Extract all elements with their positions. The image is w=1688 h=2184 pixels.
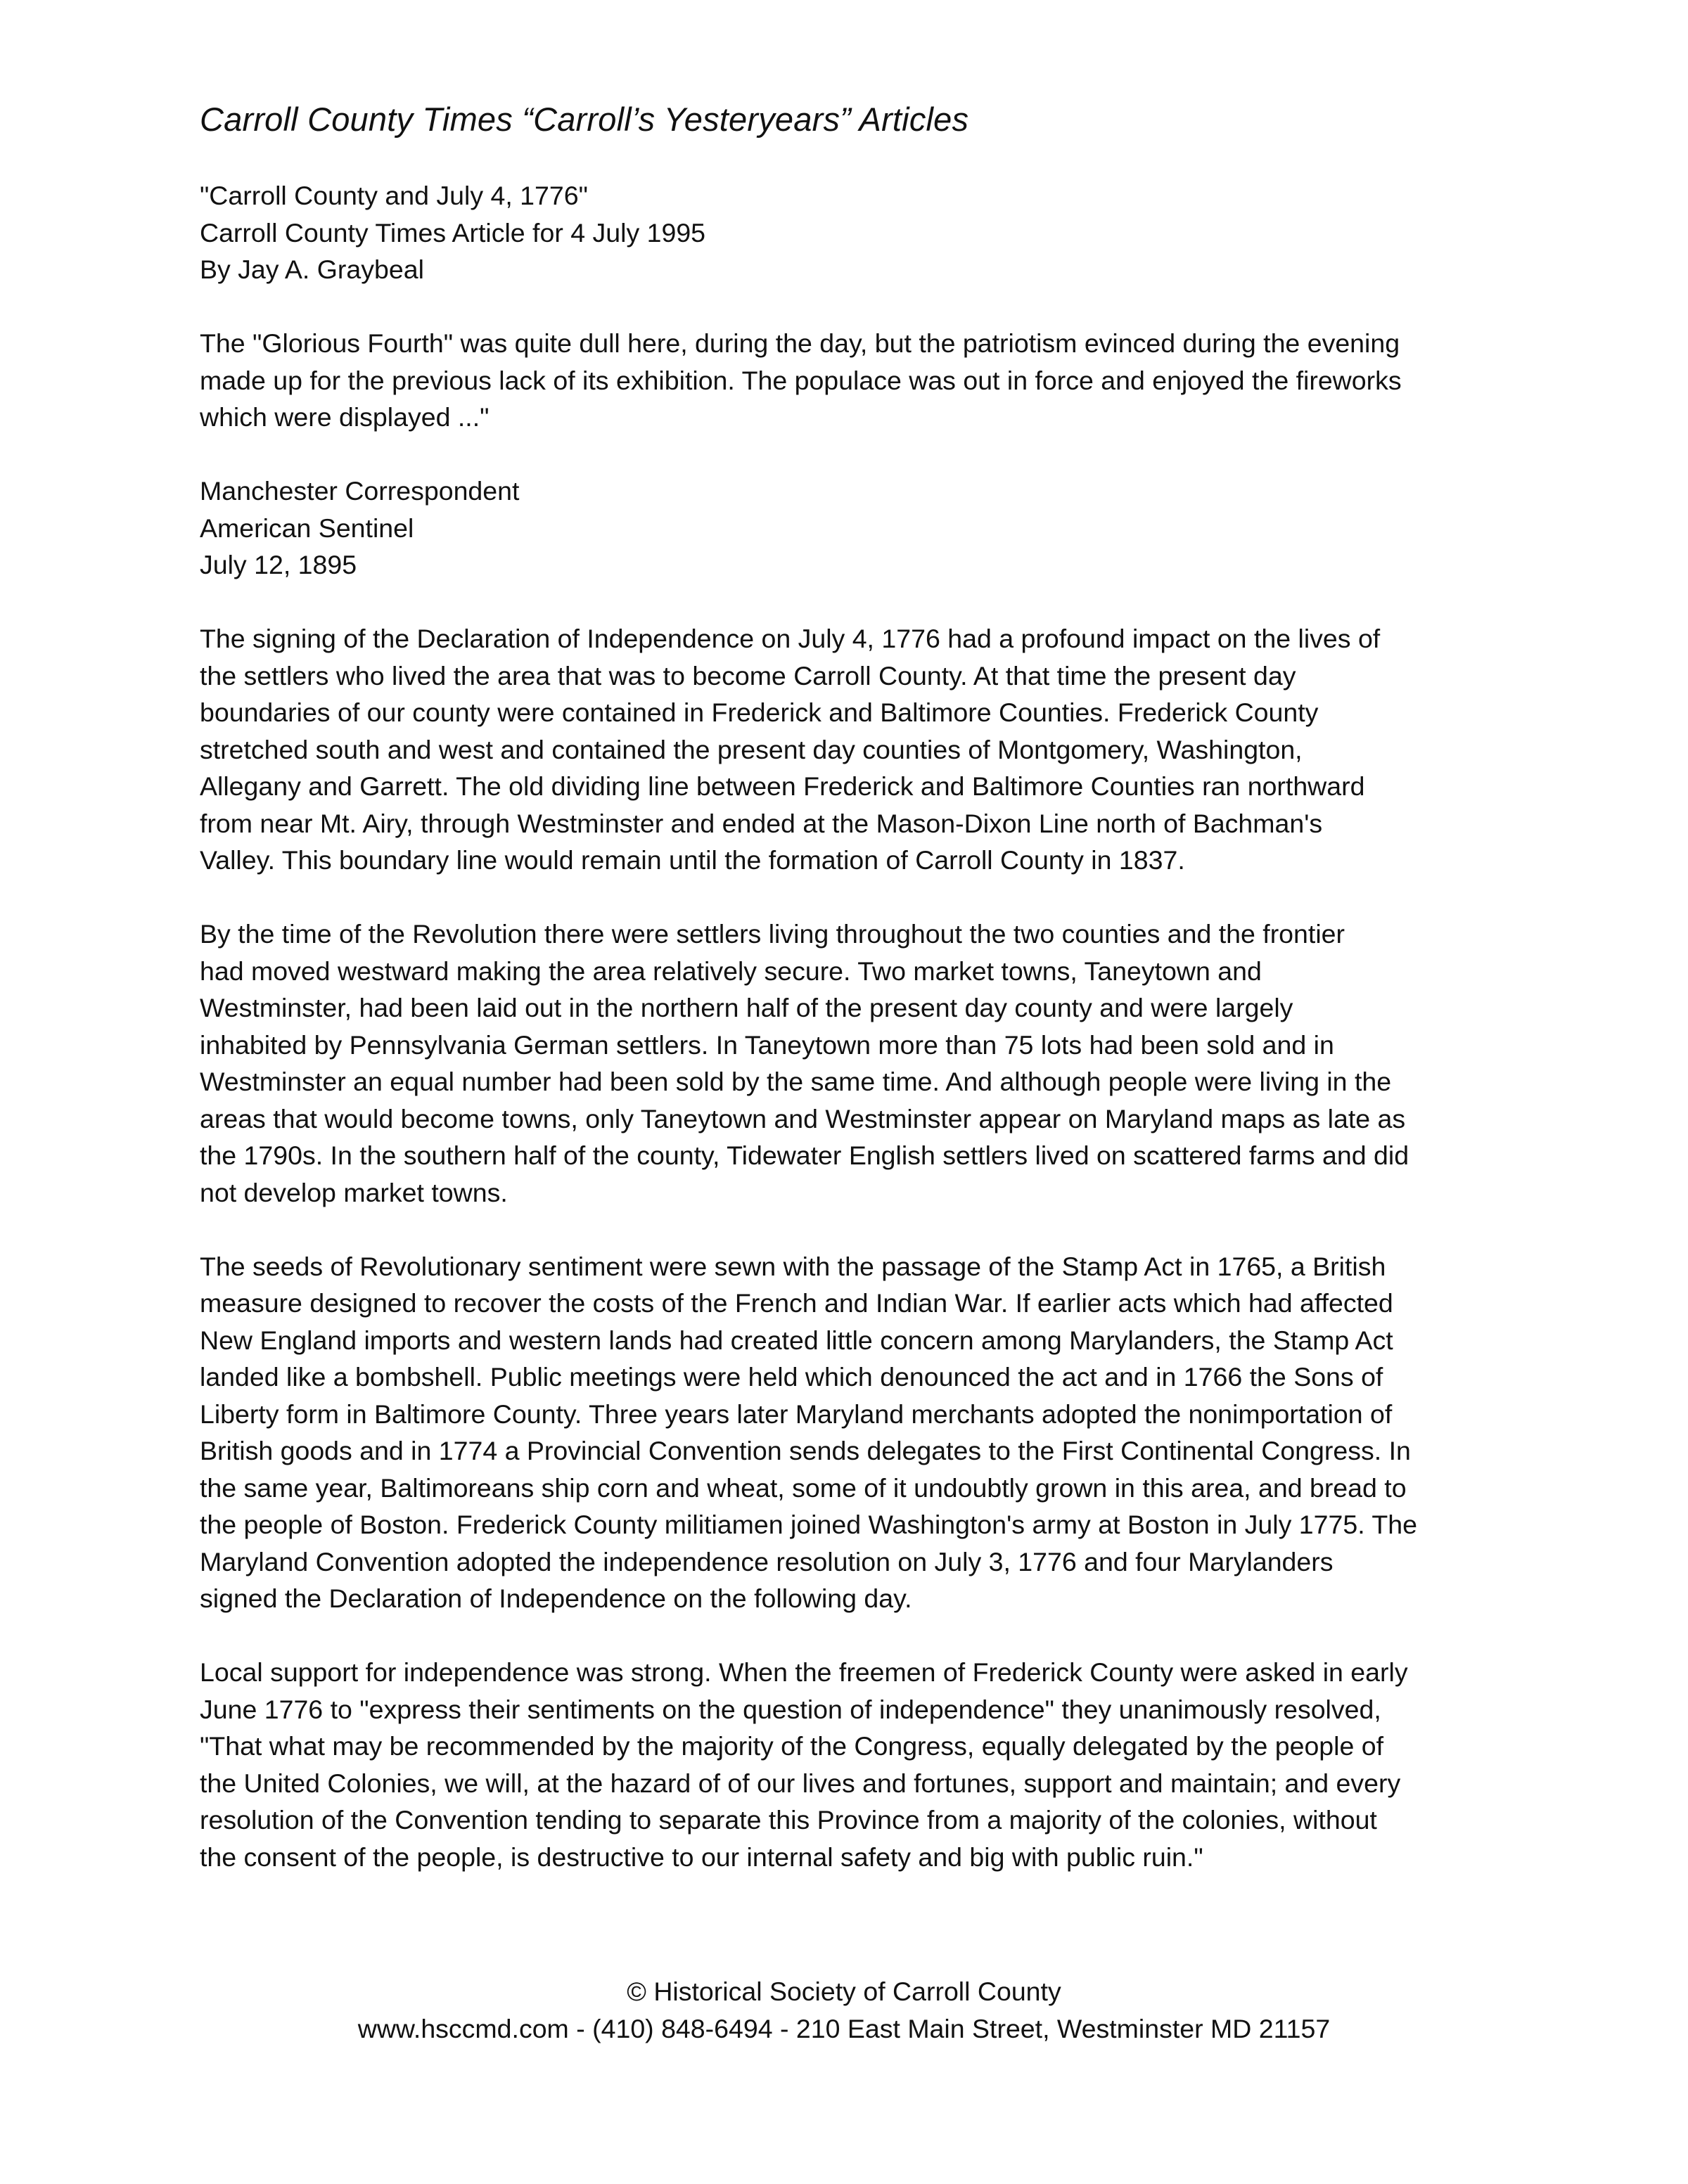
paragraph-line: the United Colonies, we will, at the hazard of of our lives and fortunes, support and maintain; and every (200, 1768, 1401, 1798)
paragraph-line: The seeds of Revolutionary sentiment were sewn with the passage of the Stamp Act in 1765, a British (200, 1251, 1386, 1281)
article-body (200, 177, 1494, 1875)
paragraph-line: stretched south and west and contained the present day counties of Montgomery, Washington, (200, 734, 1303, 764)
paragraph-line: measure designed to recover the costs of the French and Indian War. If earlier acts which had affected (200, 1288, 1393, 1318)
paragraph-line: the consent of the people, is destructive to our internal safety and big with public ruin." (200, 1842, 1203, 1872)
paragraph-line: "That what may be recommended by the majority of the Congress, equally delegated by the people of (200, 1731, 1384, 1761)
paragraph-2 (200, 916, 1494, 1211)
paragraph-line: signed the Declaration of Independence on the following day. (200, 1584, 912, 1613)
article-title: "Carroll County and July 4, 1776" (200, 181, 588, 210)
paragraph-line: had moved westward making the area relatively secure. Two market towns, Taneytown and (200, 956, 1262, 986)
paragraph-line: areas that would become towns, only Taneytown and Westminster appear on Maryland maps as late as (200, 1103, 1406, 1133)
paragraph-line: not develop market towns. (200, 1177, 508, 1207)
paragraph-line: Maryland Convention adopted the independence resolution on July 3, 1776 and four Marylanders (200, 1546, 1334, 1576)
paragraph-line: By the time of the Revolution there were settlers living throughout the two counties and the frontier (200, 919, 1345, 949)
paragraph-line: Westminster an equal number had been sold by the same time. And although people were living in the (200, 1067, 1392, 1096)
paragraph-line: inhabited by Pennsylvania German settlers. In Taneytown more than 75 lots had been sold and in (200, 1029, 1334, 1060)
article-heading (200, 177, 1494, 288)
footer-copyright: © Historical Society of Carroll County (627, 1977, 1061, 2006)
page-footer (0, 1973, 1688, 2047)
paragraph-line: the people of Boston. Frederick County militiamen joined Washington's army at Boston in July 1775. The (200, 1510, 1417, 1539)
paragraph-line: the 1790s. In the southern half of the county, Tidewater English settlers lived on scattered farms and did (200, 1141, 1409, 1170)
quote-attribution (200, 473, 1494, 584)
series-title: Carroll County Times “Carroll’s Yesteryears” Articles (200, 101, 969, 138)
article-subtitle: Carroll County Times Article for 4 July 1995 (200, 217, 706, 248)
paragraph-line: the settlers who lived the area that was to become Carroll County. At that time the present day (200, 660, 1296, 690)
attribution-author: Manchester Correspondent (200, 476, 520, 506)
paragraph-line: Allegany and Garrett. The old dividing line between Frederick and Baltimore Counties ran northward (200, 771, 1365, 801)
paragraph-3 (200, 1248, 1494, 1617)
paragraph-line: British goods and in 1774 a Provincial Convention sends delegates to the First Continental Congress. In (200, 1436, 1411, 1465)
quote-line: The "Glorious Fourth" was quite dull here, during the day, but the patriotism evinced during the evening (200, 328, 1400, 358)
quote-line: made up for the previous lack of its exhibition. The populace was out in force and enjoyed the fireworks (200, 365, 1402, 395)
paragraph-line: the same year, Baltimoreans ship corn and wheat, some of it undoubtly grown in this area, and bread to (200, 1472, 1407, 1503)
footer-contact: www.hsccmd.com - (410) 848-6494 - 210 East Main Street, Westminster MD 21157 (357, 2013, 1331, 2043)
paragraph-1 (200, 620, 1494, 879)
paragraph-line: resolution of the Convention tending to separate this Province from a majority of the colonies, without (200, 1805, 1377, 1835)
paragraph-line: Local support for independence was strong. When the freemen of Frederick County were asked in early (200, 1657, 1408, 1687)
paragraph-line: landed like a bombshell. Public meetings were held which denounced the act and in 1766 the Sons of (200, 1362, 1383, 1392)
paragraph-line: Westminster, had been laid out in the northern half of the present day county and were largely (200, 993, 1293, 1022)
paragraph-line: June 1776 to "express their sentiments on the question of independence" they unanimously resolved, (200, 1694, 1381, 1724)
paragraph-line: New England imports and western lands had created little concern among Marylanders, the Stamp Act (200, 1325, 1393, 1355)
paragraph-line: boundaries of our county were contained in Frederick and Baltimore Counties. Frederick County (200, 698, 1319, 727)
document-page (200, 98, 1494, 1913)
quote-line: which were displayed ..." (200, 402, 490, 432)
paragraph-line: Liberty form in Baltimore County. Three years later Maryland merchants adopted the nonimportation of (200, 1399, 1393, 1429)
attribution-source: American Sentinel (200, 513, 414, 543)
paragraph-4 (200, 1654, 1494, 1875)
epigraph-quote (200, 325, 1494, 436)
attribution-date: July 12, 1895 (200, 550, 357, 579)
article-byline: By Jay A. Graybeal (200, 255, 424, 284)
paragraph-line: Valley. This boundary line would remain until the formation of Carroll County in 1837. (200, 845, 1185, 875)
paragraph-line: from near Mt. Airy, through Westminster and ended at the Mason-Dixon Line north of Bachman's (200, 808, 1323, 838)
paragraph-line: The signing of the Declaration of Independence on July 4, 1776 had a profound impact on the lives of (200, 624, 1381, 653)
